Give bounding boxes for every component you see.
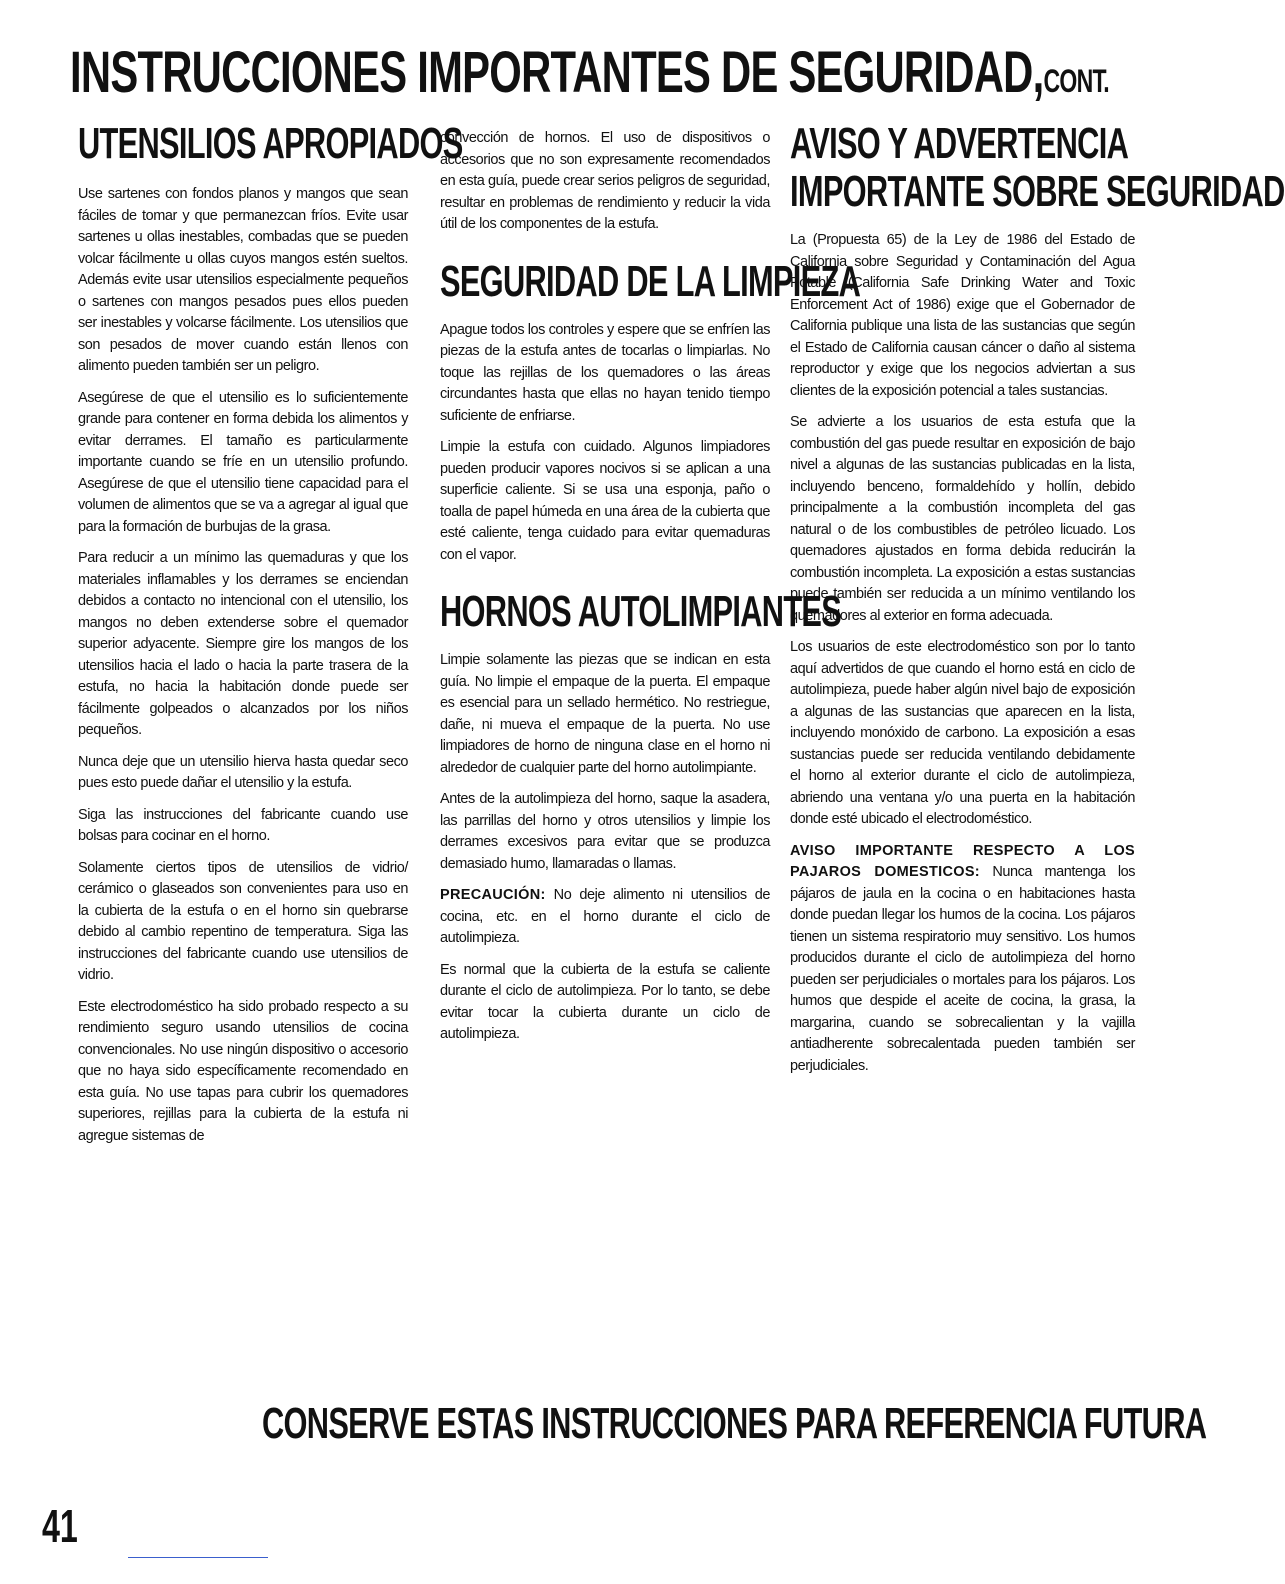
heading-seguridad-limpieza: SEGURIDAD DE LA LIMPIEZA [440,256,861,306]
birds-paragraph [790,841,1135,1078]
paragraph: Limpie la estufa con cuidado. Algunos limpiadores pueden producir vapores nocivos si se aplican a una superficie caliente. Si se usa una esponja, paño o toalla de papel húmeda en una área de la cubierta que esté caliente, tenga cuidado para evitar quemaduras con el vapor. [440,439,770,563]
paragraph: Nunca deje que un utensilio hierva hasta quedar seco pues esto puede dañar el utensilio y la estufa. [78,753,408,791]
birds-text: Nunca mantenga los pájaros de jaula en la cocina o en habitaciones hasta donde puedan llegar los humos de la cocina. Los pájaros tienen un sistema respiratorio muy sensitivo. Los humos producidos durante el ciclo de autolimpieza del horno pueden ser perjudiciales o mortales para los pájaros. Los humos que despide el aceite de cocina, la grasa, la margarina, cuando se sobrecalientan y la vajilla antiadherente sobrecalentada pueden también ser perjudiciales. [790,864,1136,1074]
paragraph: Use sartenes con fondos planos y mangos que sean fáciles de tomar y que permanezcan fríos. Evite usar sartenes u ollas inestables, combadas que se pueden volcar fácilmente u ollas cuyos mangos estén sueltos. Además evite usar utensilios especialmente pequeños o sartenes con mangos pesados pues ellos pueden ser inestables y volcarse fácilmente. Los utensilios que son pesados de mover cuando están llenos con alimento pueden también ser un peligro. [78,186,408,374]
column-1 [78,119,463,1157]
footer-title: CONSERVE ESTAS INSTRUCCIONES PARA REFERENCIA FUTURA [262,1399,1207,1448]
page-title-text: INSTRUCCIONES IMPORTANTES DE SEGURIDAD, [70,40,1044,105]
caution-text: No deje alimento ni utensilios de cocina, etc. en el horno durante el ciclo de autolimpieza. [440,887,770,946]
page-number: 41 [42,1500,78,1552]
paragraph: Este electrodoméstico ha sido probado respecto a su rendimiento seguro usando utensilios de cocina convencionales. No use ningún dispositivo o accesorio que no haya sido específicamente recomendado en esta guía. No use tapas para cubrir los quemadores superiores, rejillas para la cubierta de la estufa ni agregue sistemas de [78,998,408,1144]
paragraph: Asegúrese de que el utensilio es lo suficientemente grande para contener en forma debida los alimentos y evitar derrames. El tamaño es particularmente importante cuando se fríe en un utensilio profundo. Asegúrese de que el utensilio tiene capacidad para el volumen de alimentos que se va a agregar al igual que para la formación de burbujas de la grasa. [78,389,408,535]
paragraph: Siga las instrucciones del fabricante cuando use bolsas para cocinar en el horno. [78,806,408,844]
paragraph: Se advierte a los usuarios de esta estufa que la combustión del gas puede resultar en exposición de bajo nivel a algunas de las sustancias publicadas en la lista, incluyendo benceno, formaldehído y hollín, debido principalmente a la combustión incompleta del gas natural o de los combustibles de petróleo licuado. Los quemadores ajustados en forma debida reducirán la combustión incompleta. La exposición a estas sustancias puede también ser reducida a un mínimo ventilando los quemadores al exterior en forma adecuada. [790,414,1135,624]
caution-label: PRECAUCIÓN: [440,887,546,903]
caution-paragraph [440,885,770,950]
paragraph: Es normal que la cubierta de la estufa se caliente durante el ciclo de autolimpieza. Por lo tanto, se debe evitar tocar la cubierta durante un ciclo de autolimpieza. [440,961,770,1042]
paragraph: Para reducir a un mínimo las quemaduras y que los materiales inflamables y los derrames se enciendan debidos a contacto no intencional con el utensilio, los mangos no deben extenderse sobre el quemador superior adyacente. Siempre gire los mangos de los utensilios hacia el lado o hacia la parte trasera de la estufa, no hacia la habitación donde puede ser fácilmente golpeados o alcanzados por los niños pequeños. [78,550,408,738]
column-2 [440,128,861,1056]
paragraph: Los usuarios de este electrodoméstico son por lo tanto aquí advertidos de que cuando el horno está en ciclo de autolimpieza, puede haber algún nivel bajo de exposición a algunas de las sustancias que aparecen en la lista, incluyendo monóxido de carbono. La exposición a esas sustancias puede ser reducida ventilando debidamente el horno al exterior durante el ciclo de autolimpieza, abriendo una ventana y/o una puerta en la habitación donde esté ubicado el electrodoméstico. [790,639,1135,827]
column-3 [790,119,1285,1087]
heading-utensilios: UTENSILIOS APROPIADOS [78,119,463,168]
heading-aviso-line1: AVISO Y ADVERTENCIA [790,119,1129,168]
heading-hornos-autolimpiantes: HORNOS AUTOLIMPIANTES [440,587,842,636]
paragraph: Solamente ciertos tipos de utensilios de vidrio/ cerámico o glaseados son convenientes para uso en la cubierta de la estufa o en el horno sin quebrarse debido al cambio repentino de temperatura. Siga las instrucciones del fabricante cuando use utensilios de vidrio. [78,859,408,983]
page-title [70,40,1109,114]
page-title-suffix: CONT. [1043,63,1109,99]
paragraph: La (Propuesta 65) de la Ley de 1986 del Estado de California sobre Seguridad y Contaminación del Agua Potable (California Safe Drinking Water and Toxic Enforcement Act of 1986) exige que el Gobernador de California publique una lista de las sustancias que según el Estado de California causan cáncer o daño al sistema reproductor y exige que los negocios adviertan a sus clientes de la exposición potencial a tales sustancias. [790,232,1135,399]
paragraph: Antes de la autolimpieza del horno, saque la asadera, las parrillas del horno y otros utensilios y limpie los derrames excesivos para evitar que se produzca demasiado humo, llamaradas o llamas. [440,791,770,872]
birds-label: AVISO IMPORTANTE RESPECTO A LOS PAJAROS DOMESTICOS: [790,842,1135,880]
paragraph: Limpie solamente las piezas que se indican en esta guía. No limpie el empaque de la puerta. El empaque es esencial para un sellado hermético. No restriegue, dañe, ni mueva el empaque de la puerta. No use limpiadores de horno de ninguna clase en el horno ni alrededor de cualquier parte del horno autolimpiante. [440,652,770,776]
heading-aviso-line2: IMPORTANTE SOBRE SEGURIDAD [790,167,1285,216]
bottom-rule [128,1557,268,1558]
paragraph: Apague todos los controles y espere que se enfríen las piezas de la estufa antes de tocarlas o limpiarlas. No toque las rejillas de los quemadores o las áreas circundantes hasta que ellas no hayan tenido tiempo suficiente de enfriarse. [440,321,770,424]
paragraph-continuation: convección de hornos. El uso de dispositivos o accesorios que no son expresamente recomendados en esta guía, puede crear serios peligros de seguridad, resultar en problemas de rendimiento y reducir la vida útil de los componentes de la estufa. [440,130,770,232]
